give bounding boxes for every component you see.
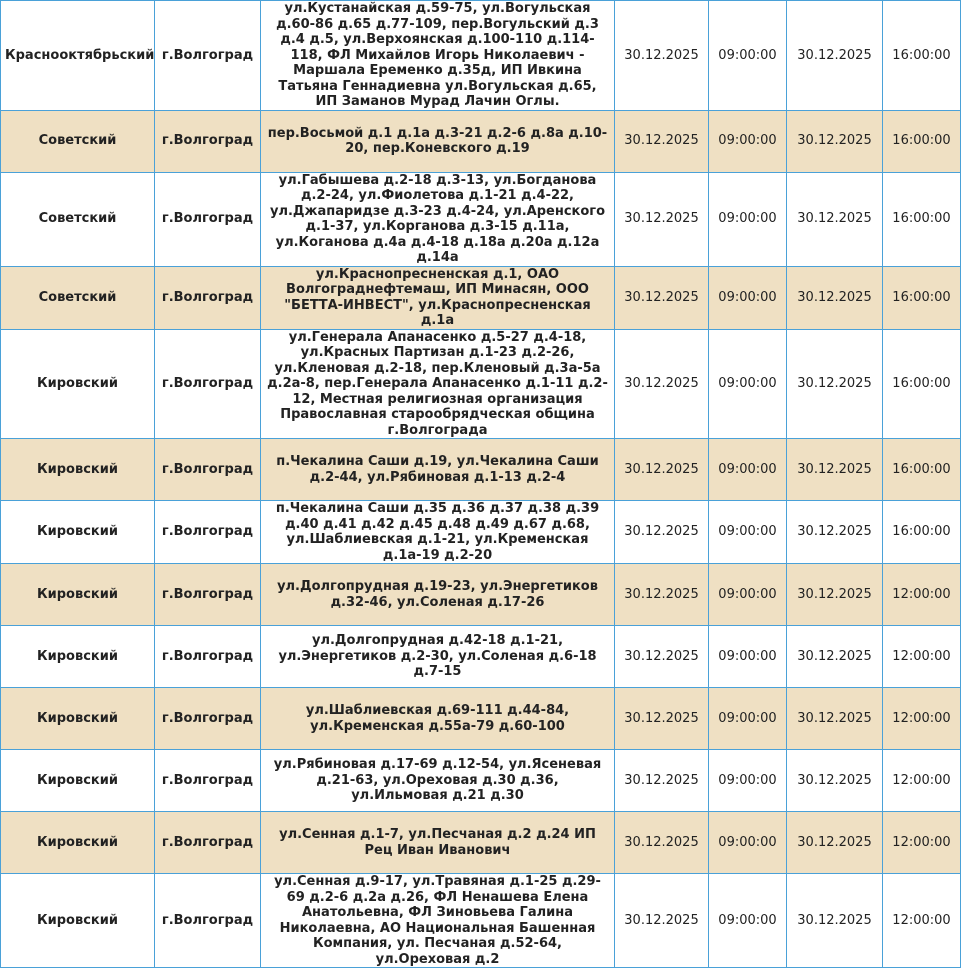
table-row [1,750,961,812]
start-date-cell: 30.12.2025 [615,110,709,172]
city-cell: г.Волгоград [155,329,261,439]
start-time-cell: 09:00:00 [709,110,787,172]
start-date-cell: 30.12.2025 [615,329,709,439]
end-date-cell: 30.12.2025 [787,501,883,564]
start-date-cell: 30.12.2025 [615,1,709,111]
addresses-cell: ул.Сенная д.9-17, ул.Травяная д.1-25 д.29-69 д.2-6 д.2а д.26, ФЛ Ненашева Елена Анатольевна, ФЛ Зиновьева Галина Николаевна, АО Национальная Башенная Компания, ул. Песчаная д.52-64, ул.Ореховая д.2 [261,874,615,968]
district-cell: Кировский [1,329,155,439]
city-cell: г.Волгоград [155,626,261,688]
table-body [1,1,961,968]
end-time-cell: 12:00:00 [883,626,961,688]
city-cell: г.Волгоград [155,564,261,626]
addresses-cell: ул.Габышева д.2-18 д.3-13, ул.Богданова д.2-24, ул.Фиолетова д.1-21 д.4-22, ул.Джапаридзе д.3-23 д.4-24, ул.Аренского д.1-37, ул.Корганова д.3-15 д.11а, ул.Коганова д.4а д.4-18 д.18а д.20а д.12а д.14а [261,172,615,266]
table-row [1,812,961,874]
start-time-cell: 09:00:00 [709,812,787,874]
district-cell: Кировский [1,688,155,750]
table-row [1,626,961,688]
end-time-cell: 16:00:00 [883,501,961,564]
end-time-cell: 16:00:00 [883,172,961,266]
start-date-cell: 30.12.2025 [615,266,709,329]
table-row [1,564,961,626]
start-time-cell: 09:00:00 [709,564,787,626]
district-cell: Советский [1,110,155,172]
district-cell: Кировский [1,874,155,968]
addresses-cell: п.Чекалина Саши д.35 д.36 д.37 д.38 д.39 д.40 д.41 д.42 д.45 д.48 д.49 д.67 д.68, ул.Шаблиевская д.1-21, ул.Кременская д.1а-19 д.2-20 [261,501,615,564]
table-row [1,1,961,111]
addresses-cell: ул.Генерала Апанасенко д.5-27 д.4-18, ул.Красных Партизан д.1-23 д.2-26, ул.Кленовая д.2-18, пер.Кленовый д.3а-5а д.2а-8, пер.Генерала Апанасенко д.1-11 д.2-12, Местная религиозная организация Православная старообрядческая община г.Волгограда [261,329,615,439]
end-date-cell: 30.12.2025 [787,626,883,688]
end-time-cell: 16:00:00 [883,266,961,329]
start-time-cell: 09:00:00 [709,626,787,688]
end-date-cell: 30.12.2025 [787,688,883,750]
city-cell: г.Волгоград [155,874,261,968]
end-date-cell: 30.12.2025 [787,874,883,968]
start-time-cell: 09:00:00 [709,329,787,439]
start-date-cell: 30.12.2025 [615,750,709,812]
start-date-cell: 30.12.2025 [615,874,709,968]
table-row [1,266,961,329]
table-row [1,439,961,501]
table-row [1,501,961,564]
table-row [1,874,961,968]
end-time-cell: 16:00:00 [883,329,961,439]
district-cell: Кировский [1,501,155,564]
city-cell: г.Волгоград [155,439,261,501]
district-cell: Кировский [1,626,155,688]
start-date-cell: 30.12.2025 [615,439,709,501]
city-cell: г.Волгоград [155,110,261,172]
end-date-cell: 30.12.2025 [787,329,883,439]
addresses-cell: ул.Долгопрудная д.19-23, ул.Энергетиков д.32-46, ул.Соленая д.17-26 [261,564,615,626]
city-cell: г.Волгоград [155,501,261,564]
addresses-cell: ул.Кустанайская д.59-75, ул.Вогульская д.60-86 д.65 д.77-109, пер.Вогульский д.3 д.4 д.5, ул.Верхоянская д.100-110 д.114-118, ФЛ Михайлов Игорь Николаевич - Маршала Еременко д.35д, ИП Ивкина Татьяна Геннадиевна ул.Вогульская д.65, ИП Заманов Мурад Лачин Оглы. [261,1,615,111]
end-time-cell: 16:00:00 [883,439,961,501]
addresses-cell: ул.Шаблиевская д.69-111 д.44-84, ул.Кременская д.55а-79 д.60-100 [261,688,615,750]
city-cell: г.Волгоград [155,750,261,812]
end-time-cell: 12:00:00 [883,688,961,750]
start-time-cell: 09:00:00 [709,874,787,968]
city-cell: г.Волгоград [155,172,261,266]
end-time-cell: 16:00:00 [883,110,961,172]
end-date-cell: 30.12.2025 [787,750,883,812]
start-time-cell: 09:00:00 [709,750,787,812]
district-cell: Краснооктябрьский [1,1,155,111]
district-cell: Кировский [1,812,155,874]
addresses-cell: ул.Рябиновая д.17-69 д.12-54, ул.Ясеневая д.21-63, ул.Ореховая д.30 д.36, ул.Ильмовая д.21 д.30 [261,750,615,812]
district-cell: Советский [1,172,155,266]
city-cell: г.Волгоград [155,1,261,111]
end-time-cell: 16:00:00 [883,1,961,111]
city-cell: г.Волгоград [155,688,261,750]
start-date-cell: 30.12.2025 [615,564,709,626]
addresses-cell: ул.Долгопрудная д.42-18 д.1-21, ул.Энергетиков д.2-30, ул.Соленая д.6-18 д.7-15 [261,626,615,688]
end-time-cell: 12:00:00 [883,812,961,874]
end-date-cell: 30.12.2025 [787,439,883,501]
end-date-cell: 30.12.2025 [787,812,883,874]
district-cell: Кировский [1,439,155,501]
city-cell: г.Волгоград [155,266,261,329]
end-date-cell: 30.12.2025 [787,172,883,266]
addresses-cell: ул.Краснопресненская д.1, ОАО Волгограднефтемаш, ИП Минасян, ООО "БЕТТА-ИНВЕСТ", ул.Краснопресненская д.1а [261,266,615,329]
addresses-cell: пер.Восьмой д.1 д.1а д.3-21 д.2-6 д.8а д.10-20, пер.Коневского д.19 [261,110,615,172]
district-cell: Кировский [1,564,155,626]
end-time-cell: 12:00:00 [883,564,961,626]
start-date-cell: 30.12.2025 [615,688,709,750]
end-time-cell: 12:00:00 [883,874,961,968]
addresses-cell: п.Чекалина Саши д.19, ул.Чекалина Саши д.2-44, ул.Рябиновая д.1-13 д.2-4 [261,439,615,501]
start-time-cell: 09:00:00 [709,266,787,329]
start-time-cell: 09:00:00 [709,172,787,266]
district-cell: Кировский [1,750,155,812]
table-row [1,688,961,750]
end-date-cell: 30.12.2025 [787,1,883,111]
end-date-cell: 30.12.2025 [787,110,883,172]
end-time-cell: 12:00:00 [883,750,961,812]
start-date-cell: 30.12.2025 [615,626,709,688]
table-row [1,329,961,439]
start-date-cell: 30.12.2025 [615,812,709,874]
start-time-cell: 09:00:00 [709,1,787,111]
start-date-cell: 30.12.2025 [615,501,709,564]
start-date-cell: 30.12.2025 [615,172,709,266]
table-row [1,172,961,266]
city-cell: г.Волгоград [155,812,261,874]
start-time-cell: 09:00:00 [709,501,787,564]
district-cell: Советский [1,266,155,329]
end-date-cell: 30.12.2025 [787,564,883,626]
addresses-cell: ул.Сенная д.1-7, ул.Песчаная д.2 д.24 ИП Рец Иван Иванович [261,812,615,874]
start-time-cell: 09:00:00 [709,439,787,501]
table-row [1,110,961,172]
end-date-cell: 30.12.2025 [787,266,883,329]
start-time-cell: 09:00:00 [709,688,787,750]
